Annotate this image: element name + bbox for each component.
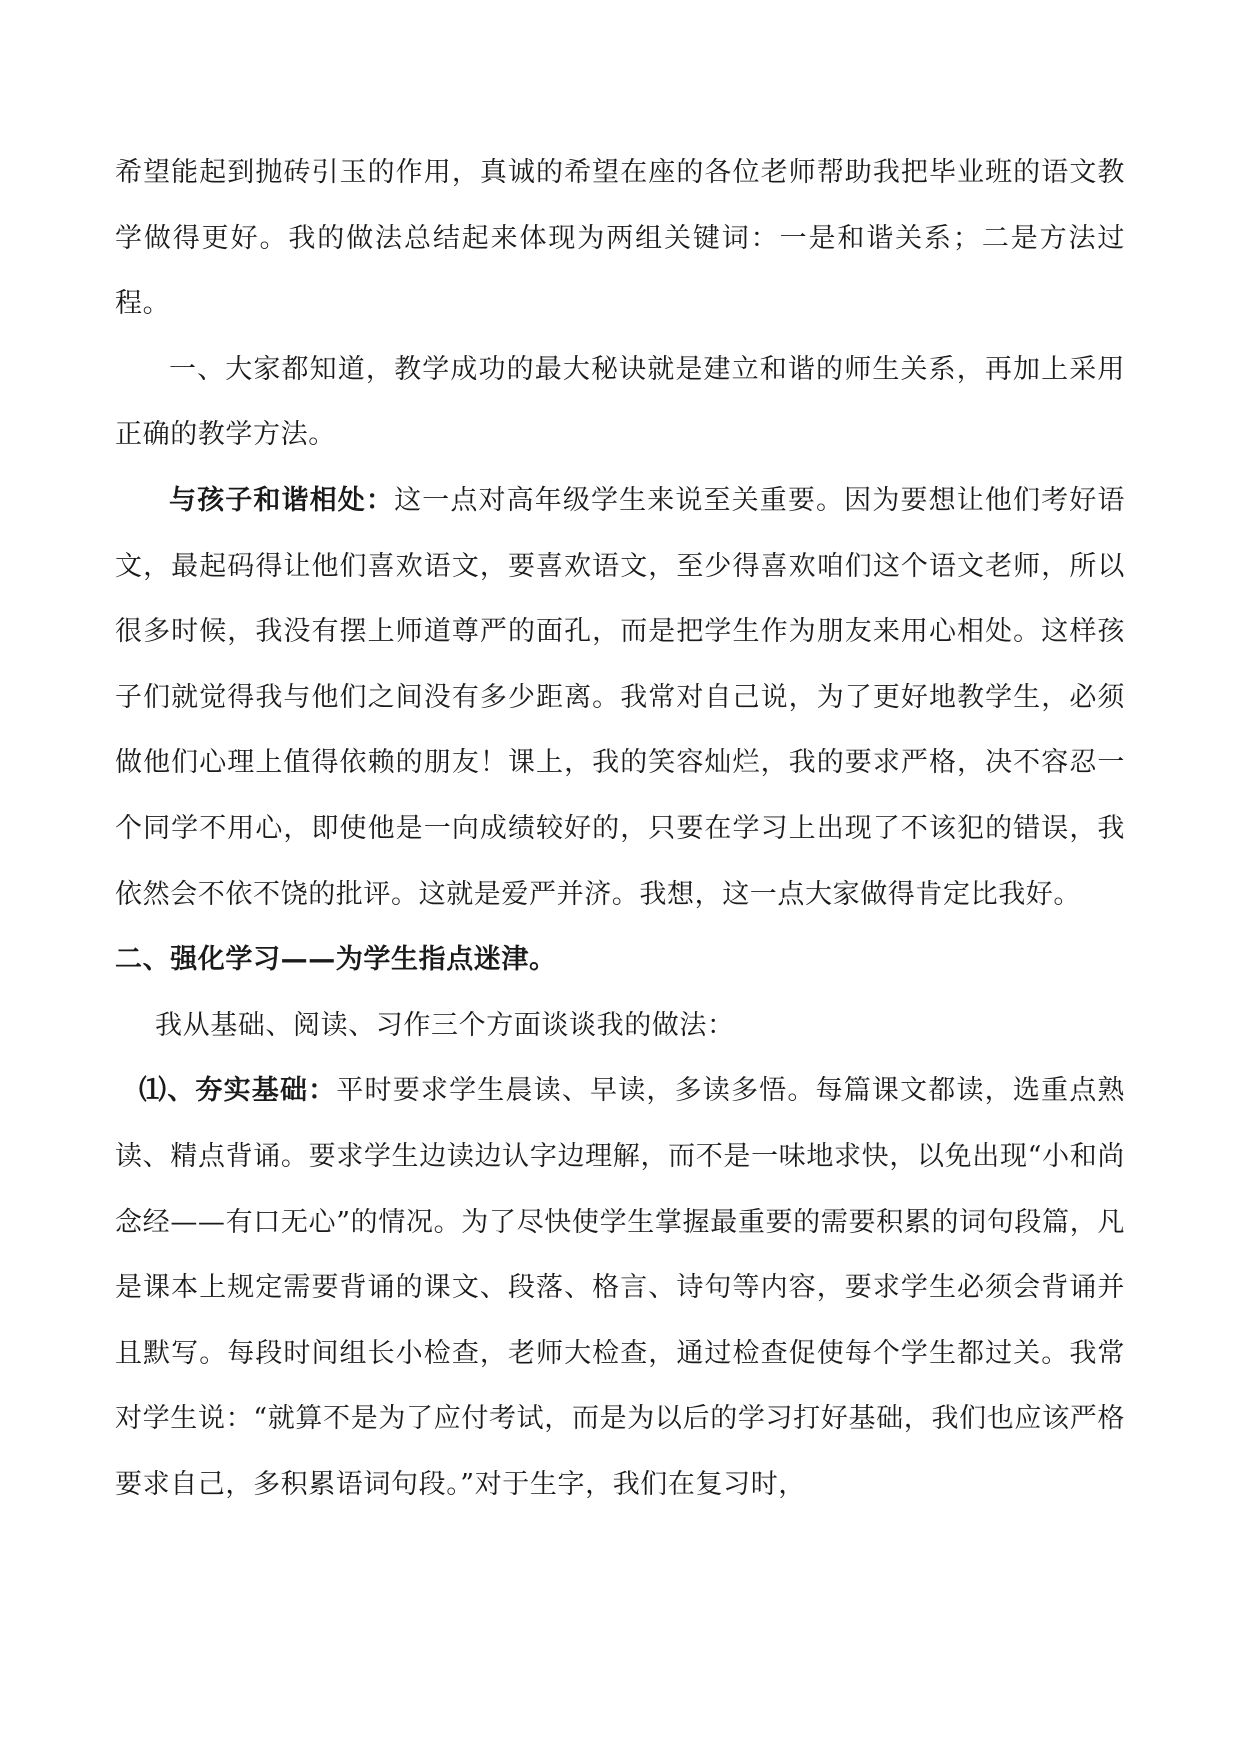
harmony-text: 这一点对高年级学生来说至关重要。因为要想让他们考好语文，最起码得让他们喜欢语文，要喜欢语文，至少得喜欢咱们这个语文老师，所以很多时候，我没有摆上师道尊严的面孔，而是把学生作为朋友来用心相处。这样孩子们就觉得我与他们之间没有多少距离。我常对自己说，为了更好地教学生，必须做他们心理上值得依赖的朋友！课上，我的笑容灿烂，我的要求严格，决不容忍一个同学不用心，即使他是一向成绩较好的，只要在学习上出现了不该犯的错误，我依然会不依不饶的批评。这就是爱严并济。我想，这一点大家做得肯定比我好。 (115, 484, 1125, 910)
harmony-label: 与孩子和谐相处： (169, 484, 395, 516)
document-page (115, 140, 1125, 1517)
section-one-paragraph: 一、大家都知道，教学成功的最大秘诀就是建立和谐的师生关系，再加上采用正确的教学方法。 (115, 353, 1125, 451)
three-aspects-paragraph: 我从基础、阅读、习作三个方面谈谈我的做法： (155, 1009, 735, 1041)
basics-text: 平时要求学生晨读、早读，多读多悟。每篇课文都读，选重点熟读、精点背诵。要求学生边读边认字边理解，而不是一味地求快，以免出现“小和尚念经——有口无心”的情况。为了尽快使学生掌握最重要的需要积累的词句段篇，凡是课本上规定需要背诵的课文、段落、格言、诗句等内容，要求学生必须会背诵并且默写。每段时间组长小检查，老师大检查，通过检查促使每个学生都过关。我常对学生说：“就算不是为了应付考试，而是为以后的学习打好基础，我们也应该严格要求自己，多积累语词句段。”对于生字，我们在复习时， (115, 1075, 1125, 1500)
harmony-paragraph (115, 468, 1125, 927)
intro-paragraph: 希望能起到抛砖引玉的作用，真诚的希望在座的各位老师帮助我把毕业班的语文教学做得更好。我的做法总结起来体现为两组关键词：一是和谐关系；二是方法过程。 (115, 157, 1125, 320)
basics-label: ⑴、夯实基础： (139, 1075, 337, 1107)
basics-paragraph (115, 1058, 1125, 1517)
section-two-heading: 二、强化学习——为学生指点迷津。 (115, 944, 557, 976)
